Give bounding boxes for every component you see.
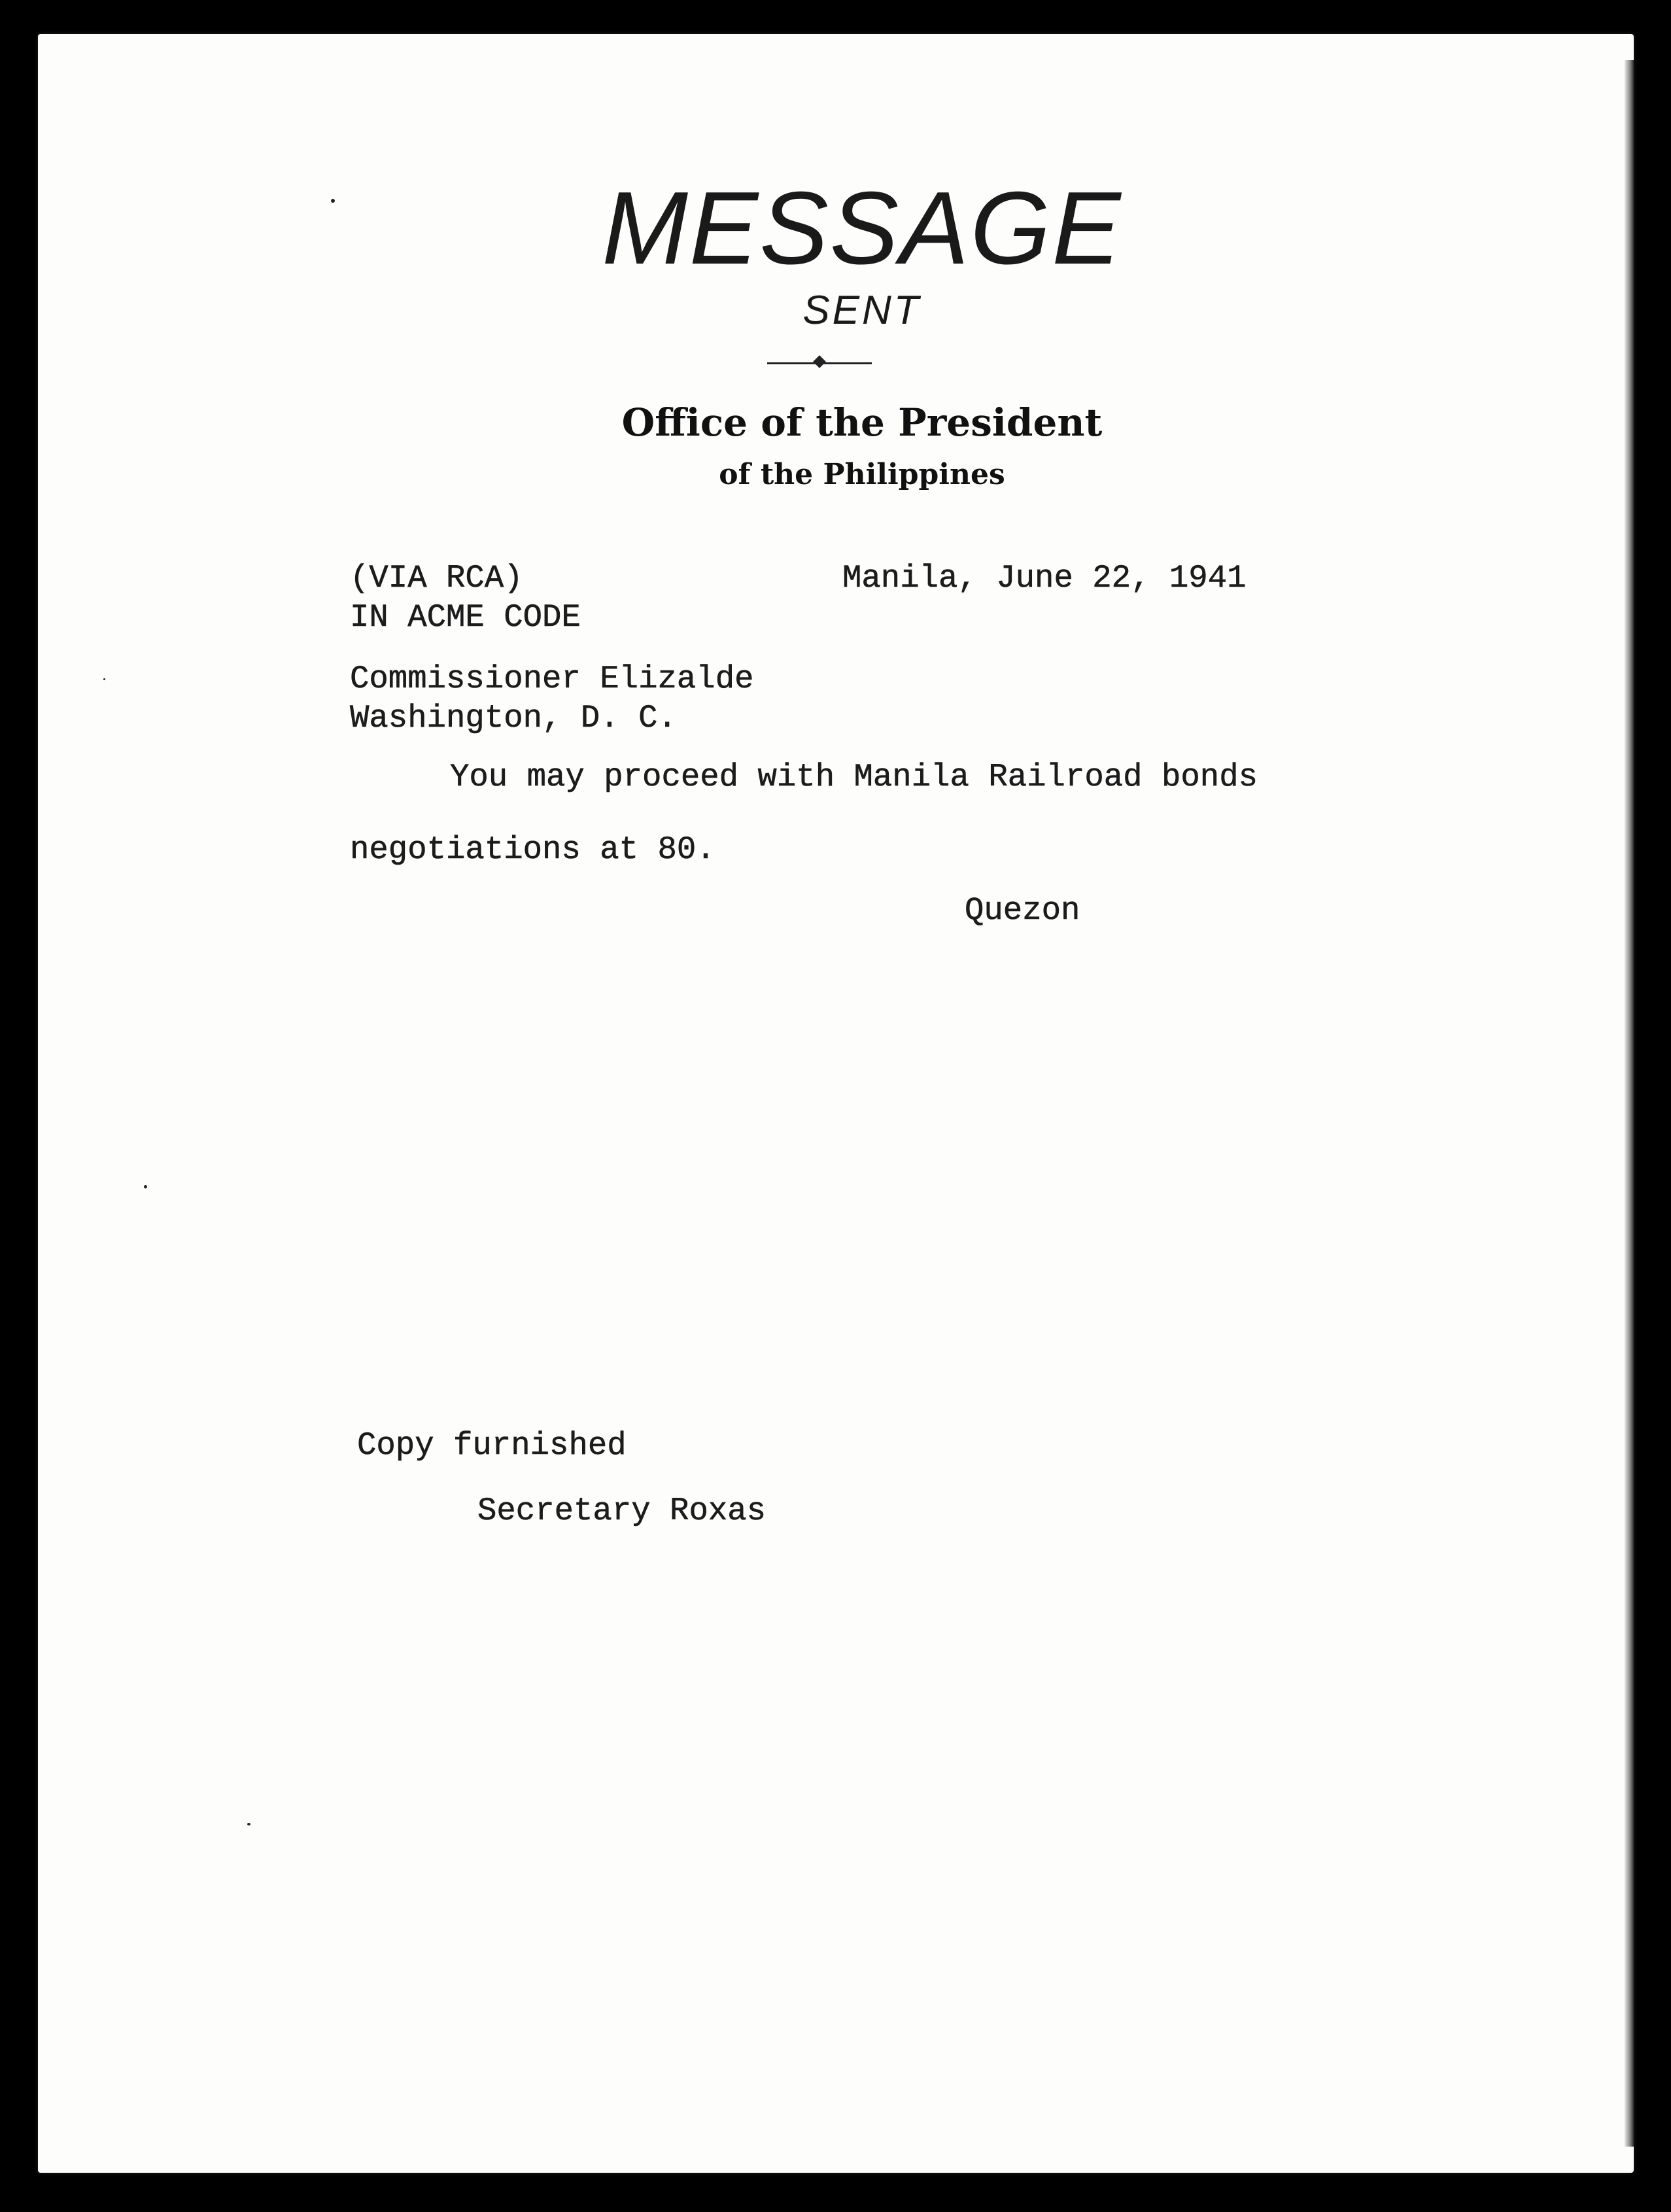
ink-speck xyxy=(144,1185,147,1188)
letterhead-country: of the Philippines xyxy=(719,458,1005,491)
ink-speck xyxy=(103,678,105,680)
letterhead-title: MESSAGE xyxy=(602,171,1122,286)
divider-diamond-icon xyxy=(813,355,826,368)
body-line-2: negotiations at 80. xyxy=(350,831,715,868)
place-date-line: Manila, June 22, 1941 xyxy=(842,560,1247,596)
letterhead-office: Office of the President xyxy=(621,400,1103,445)
page-edge-shadow xyxy=(1625,60,1634,2147)
letterhead-subtitle: SENT xyxy=(802,288,922,333)
copy-furnished-label: Copy furnished xyxy=(357,1427,627,1464)
ink-speck xyxy=(247,1823,250,1825)
routing-line: (VIA RCA) xyxy=(350,560,523,596)
body-line-1: You may proceed with Manila Railroad bonds xyxy=(450,759,1258,795)
recipient-location: Washington, D. C. xyxy=(350,700,677,736)
signature: Quezon xyxy=(965,892,1080,929)
code-line: IN ACME CODE xyxy=(350,599,581,636)
document-page xyxy=(38,34,1634,2173)
copy-recipient: Secretary Roxas xyxy=(477,1493,767,1529)
recipient-name: Commissioner Elizalde xyxy=(350,661,754,697)
ink-speck xyxy=(331,199,335,203)
